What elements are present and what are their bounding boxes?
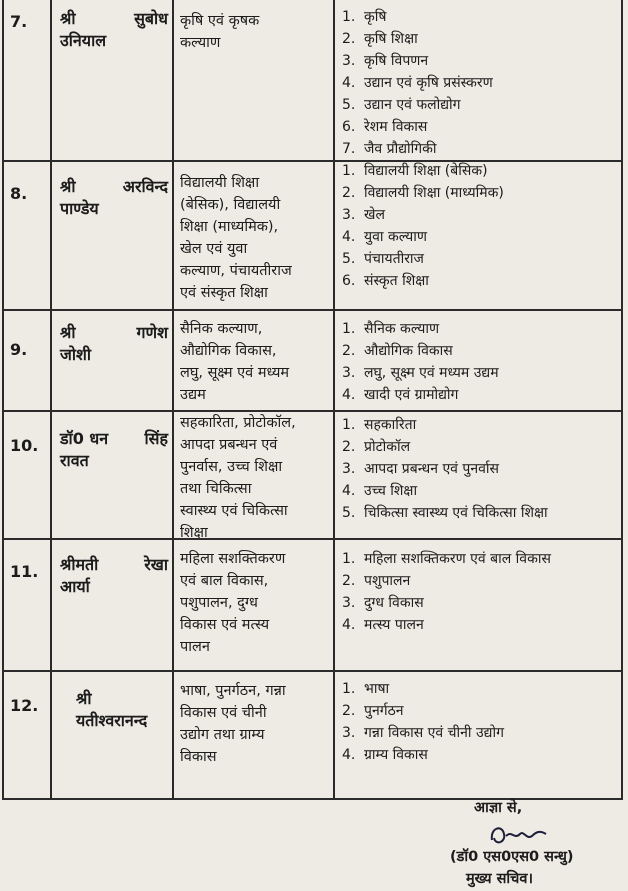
list-item: 4. खादी एवं ग्रामोद्योग [342,387,459,403]
list-item: 1. महिला सशक्तिकरण एवं बाल विकास [342,551,551,567]
list-item: 4. उच्च शिक्षा [342,483,418,499]
list-item: 3. खेल [342,207,385,223]
portfolio-list [342,318,499,406]
list-item: 4. युवा कल्याण [342,229,427,245]
minister-name: श्री अरविन्द पाण्डेय [60,177,168,218]
list-item: 3. दुग्ध विकास [342,595,424,611]
portfolio-list [342,6,493,160]
list-item: 2. प्रोटोकॉल [342,439,411,455]
department-text: महिला सशक्तिकरण एवं बाल विकास, पशुपालन, दुग्ध विकास एवं मत्स्य पालन [180,551,286,655]
table-border-bottom [2,798,623,800]
list-item: 1. सैनिक कल्याण [342,321,440,337]
list-item: 1. भाषा [342,681,390,697]
list-item: 4. मत्स्य पालन [342,617,424,633]
list-item: 6. रेशम विकास [342,119,428,135]
department-text: भाषा, पुनर्गठन, गन्ना विकास एवं चीनी उद्योग तथा ग्राम्य विकास [180,683,286,765]
portfolio-list [342,678,504,766]
list-item: 1. सहकारिता [342,417,417,433]
list-item: 3. लघु, सूक्ष्म एवं मध्यम उद्यम [342,365,499,381]
list-item: 3. आपदा प्रबन्धन एवं पुनर्वास [342,461,500,477]
list-item: 2. विद्यालयी शिक्षा (माध्यमिक) [342,185,504,201]
portfolio-list [342,160,504,292]
minister-name: श्री गणेश जोशी [60,323,168,364]
portfolio-list [342,414,548,524]
list-item: 4. उद्यान एवं कृषि प्रसंस्करण [342,75,493,91]
list-item: 1. कृषि [342,9,387,25]
table-border-left [2,0,4,800]
list-item: 4. ग्राम्य विकास [342,747,428,763]
table-border-col1 [50,0,52,800]
list-item: 2. औद्योगिक विकास [342,343,453,359]
list-item: 2. पशुपालन [342,573,411,589]
department-text: विद्यालयी शिक्षा (बेसिक), विद्यालयी शिक्षा (माध्यमिक), खेल एवं युवा कल्याण, पंचायतीराज एवं संस्कृत शिक्षा [180,175,292,301]
list-item: 6. संस्कृत शिक्षा [342,273,429,289]
list-item: 5. उद्यान एवं फलोद्योग [342,97,461,113]
department-text: सैनिक कल्याण, औद्योगिक विकास, लघु, सूक्ष्म एवं मध्यम उद्यम [180,321,290,403]
minister-name: डॉ0 धन सिंह रावत [60,429,168,470]
list-item: 7. जैव प्रौद्योगिकी [342,141,437,157]
portfolio-list [342,548,551,636]
row-number: 12. [10,696,39,715]
row-divider [2,160,623,162]
list-item: 5. पंचायतीराज [342,251,424,267]
row-number: 10. [10,436,39,455]
list-item: 1. विद्यालयी शिक्षा (बेसिक) [342,163,488,179]
department-text: सहकारिता, प्रोटोकॉल, आपदा प्रबन्धन एवं पुनर्वास, उच्च शिक्षा तथा चिकित्सा स्वास्थ्य एवं चिकित्सा शिक्षा [180,415,296,541]
minister-name: श्री यतीश्वरानन्द [76,689,148,730]
order-text: आज्ञा से, [474,800,523,816]
minister-name: श्रीमती रेखा आर्या [60,555,168,596]
list-item: 2. पुनर्गठन [342,703,404,719]
row-number: 11. [10,562,39,581]
row-number: 7. [10,12,28,31]
minister-name: श्री सुबोध उनियाल [60,9,168,50]
designation: मुख्य सचिव। [466,871,533,887]
department-text: कृषि एवं कृषक कल्याण [180,13,260,51]
table-border-col2 [172,0,174,800]
list-item: 5. चिकित्सा स्वास्थ्य एवं चिकित्सा शिक्षा [342,505,548,521]
row-divider [2,670,623,672]
list-item: 2. कृषि शिक्षा [342,31,418,47]
table-border-right [621,0,623,800]
table-border-col3 [333,0,335,800]
row-divider [2,309,623,311]
list-item: 3. गन्ना विकास एवं चीनी उद्योग [342,725,504,741]
row-number: 8. [10,184,28,203]
list-item: 3. कृषि विपणन [342,53,429,69]
signatory-name: (डॉ0 एस0एस0 सन्धु) [450,849,574,865]
row-number: 9. [10,340,28,359]
